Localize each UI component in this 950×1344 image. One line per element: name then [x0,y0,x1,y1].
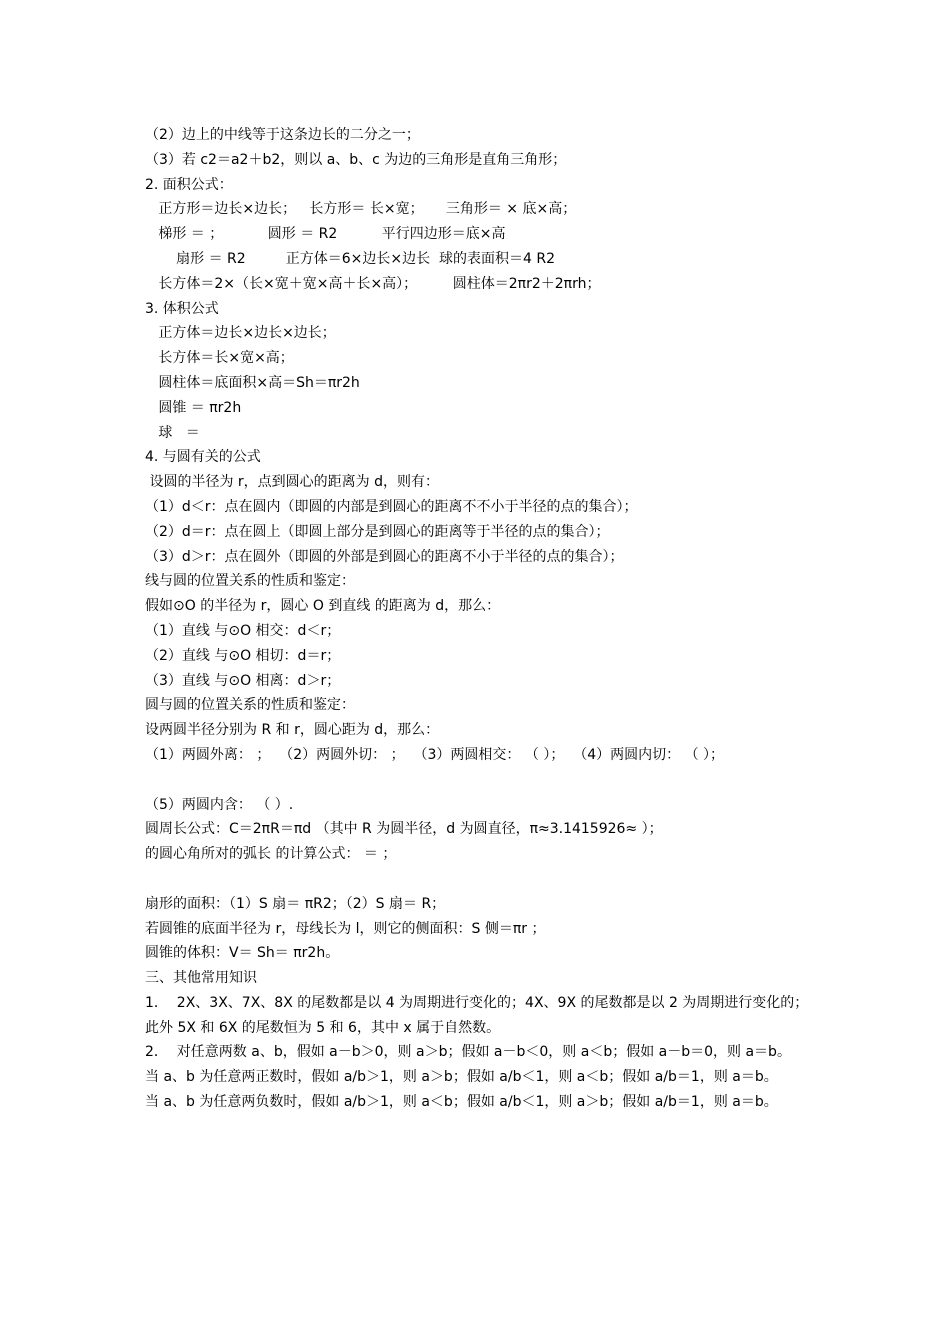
text-line: 2． 对任意两数 a、b，假如 a－b＞0，则 a＞b；假如 a－b＜0，则 a＜b；假如 a－b＝0，则 a＝b。 [145,1044,791,1061]
text-line: 圆锥的体积：V＝ Sh＝ πr2h。 [145,945,340,962]
text-line: 圆锥 ＝ πr2h [145,399,242,416]
text-line: 圆与圆的位置关系的性质和鉴定： [145,697,355,714]
text-line: 假如⊙O 的半径为 r，圆心 O 到直线 的距离为 d，那么： [145,598,501,615]
text-line: 若圆锥的底面半径为 r，母线长为 l，则它的侧面积：S 侧＝πr ； [145,920,546,937]
text-line: 的圆心角所对的弧长 的计算公式： ＝ ； [145,846,397,863]
text-line: （2）直线 与⊙O 相切：d＝r； [145,647,341,664]
section-heading: 4. 与圆有关的公式 [145,449,261,466]
text-line: 当 a、b 为任意两正数时，假如 a/b＞1，则 a＞b；假如 a/b＜1，则 a＜b；假如 a/b＝1，则 a＝b。 [145,1069,778,1086]
text-line: 1． 2X、3X、7X、8X 的尾数都是以 4 为周期进行变化的；4X、9X 的尾数都是以 2 为周期进行变化的； [145,994,809,1011]
text-line: 扇形的面积：（1）S 扇＝ πR2；（2）S 扇＝ R； [145,895,446,912]
text-line: 线与圆的位置关系的性质和鉴定： [145,573,355,590]
text-line: 长方体＝2×（长×宽＋宽×高＋长×高）； 圆柱体＝2πr2＋2πrh； [145,275,601,292]
text-line: 正方形＝边长×边长； 长方形＝ 长×宽； 三角形＝ × 底×高； [145,201,577,218]
text-line: 圆柱体＝底面积×高＝Sh＝πr2h [145,374,360,391]
text-line: 当 a、b 为任意两负数时，假如 a/b＞1，则 a＜b；假如 a/b＜1，则 a＞b；假如 a/b＝1，则 a＝b。 [145,1094,778,1111]
text-line: （3）若 c2＝a2＋b2，则以 a、b、c 为边的三角形是直角三角形； [145,151,567,168]
blank-line [145,768,825,793]
text-line: （5）两圆内含： （ ）. [145,796,294,813]
text-line: （1）直线 与⊙O 相交：d＜r； [145,622,341,639]
document-body [145,123,825,1115]
section-heading: 3. 体积公式 [145,300,219,317]
text-line: 设两圆半径分别为 R 和 r，圆心距为 d，那么： [145,722,440,739]
text-line: 正方体＝边长×边长×边长； [145,325,336,342]
text-line: （1）d＜r：点在圆内（即圆的内部是到圆心的距离不不小于半径的点的集合）； [145,498,638,515]
text-line: 扇形 ＝ R2 正方体＝6×边长×边长 球的表面积＝4 R2 [145,250,555,267]
text-line: 圆周长公式：C＝2πR＝πd （其中 R 为圆半径，d 为圆直径，π≈3.1415926≈ ）； [145,821,663,838]
text-line: （3）直线 与⊙O 相离：d＞r； [145,672,341,689]
text-line: 此外 5X 和 6X 的尾数恒为 5 和 6，其中 x 属于自然数。 [145,1019,501,1036]
text-line: 长方体＝长×宽×高； [145,350,294,367]
section-heading: 三、其他常用知识 [145,970,257,987]
text-line: 设圆的半径为 r，点到圆心的距离为 d，则有： [145,474,439,491]
text-line: （3）d＞r：点在圆外（即圆的外部是到圆心的距离不小于半径的点的集合）； [145,548,624,565]
section-heading: 2. 面积公式： [145,176,233,193]
text-line: （1）两圆外离： ； （2）两圆外切： ； （3）两圆相交： （ ）； （4）两圆内切： （ ）； [145,746,725,763]
text-line: 球 ＝ [145,424,200,441]
text-line: （2）边上的中线等于这条边长的二分之一； [145,127,420,143]
text-line: 梯形 ＝ ； 圆形 ＝ R2 平行四边形＝底×高 [145,226,506,243]
blank-line [145,867,825,892]
text-line: （2）d＝r：点在圆上（即圆上部分是到圆心的距离等于半径的点的集合）； [145,523,610,540]
